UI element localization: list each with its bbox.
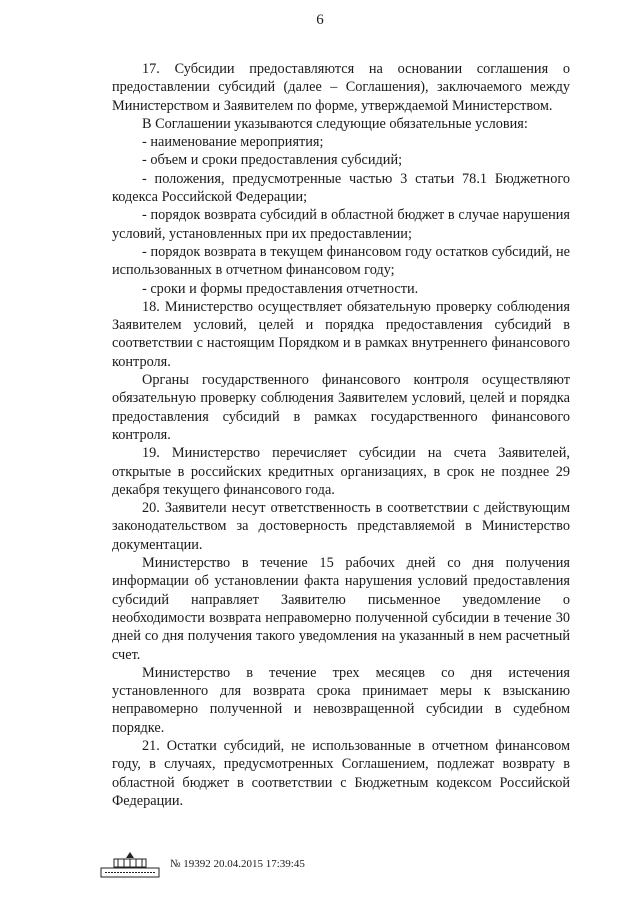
list-item: - наименование мероприятия;	[142, 134, 324, 151]
paragraph: В Соглашении указываются следующие обязательные условия:	[142, 115, 528, 132]
list-item: - сроки и формы предоставления отчетности.	[142, 280, 419, 297]
paragraph: 19. Министерство перечисляет субсидии на счета Заявителей, открытые в российских кредитных организациях, в срок не позднее 29 декабря текущего финансового года.	[112, 445, 570, 498]
list-item: - объем и сроки предоставления субсидий;	[142, 152, 403, 169]
paragraph: Органы государственного финансового контроля осуществляют обязательную проверку соблюдения Заявителем условий, целей и порядка предоставления субсидий в рамках государственного финансового контроля.	[112, 372, 570, 443]
list-item: - порядок возврата в текущем финансовом году остатков субсидий, не использованных в отчетном финансовом году;	[112, 243, 570, 279]
paragraph: 21. Остатки субсидий, не использованные в отчетном финансовом году, в случаях, предусмотренных Соглашением, подлежат возврату в областной бюджет в соответствии с Бюджетным кодексом Российской Федерации.	[112, 737, 570, 809]
registration-footer	[100, 850, 305, 878]
list-item: - положения, предусмотренные частью 3 статьи 78.1 Бюджетного кодекса Российской Федерации;	[112, 170, 570, 206]
paragraph: Министерство в течение трех месяцев со дня истечения установленного для возврата срока принимает меры к взысканию неправомерно полученной и невозвращенной субсидии в судебном порядке.	[112, 664, 570, 736]
list-item: - порядок возврата субсидий в областной бюджет в случае нарушения условий, установленных при их предоставлении;	[112, 207, 570, 242]
registration-number: № 19392 20.04.2015 17:39:45	[170, 858, 305, 870]
paragraph: 18. Министерство осуществляет обязательную проверку соблюдения Заявителем условий, целей и порядка предоставления субсидий в соответствии с настоящим Порядком и в рамках внутреннего финансового контроля.	[112, 298, 570, 370]
government-stamp-icon	[100, 850, 160, 878]
paragraph: 20. Заявители несут ответственность в соответствии с действующим законодательством за достоверность представляемой в Министерство документации.	[112, 500, 570, 553]
page-number: 6	[316, 12, 324, 28]
paragraph: Министерство в течение 15 рабочих дней со дня получения информации об установлении факта нарушения условий предоставления субсидий направляет Заявителю письменное уведомление о необходимости возврата неправомерно полученной субсидии в течение 30 дней со дня получения такого уведомления на указанный в нем расчетный счет.	[112, 555, 570, 663]
document-body	[112, 60, 570, 810]
paragraph: 17. Субсидии предоставляются на основании соглашения о предоставлении субсидий (далее – Соглашения), заключаемого между Министерством и Заявителем по форме, утверждаемой Министерством.	[112, 61, 570, 114]
